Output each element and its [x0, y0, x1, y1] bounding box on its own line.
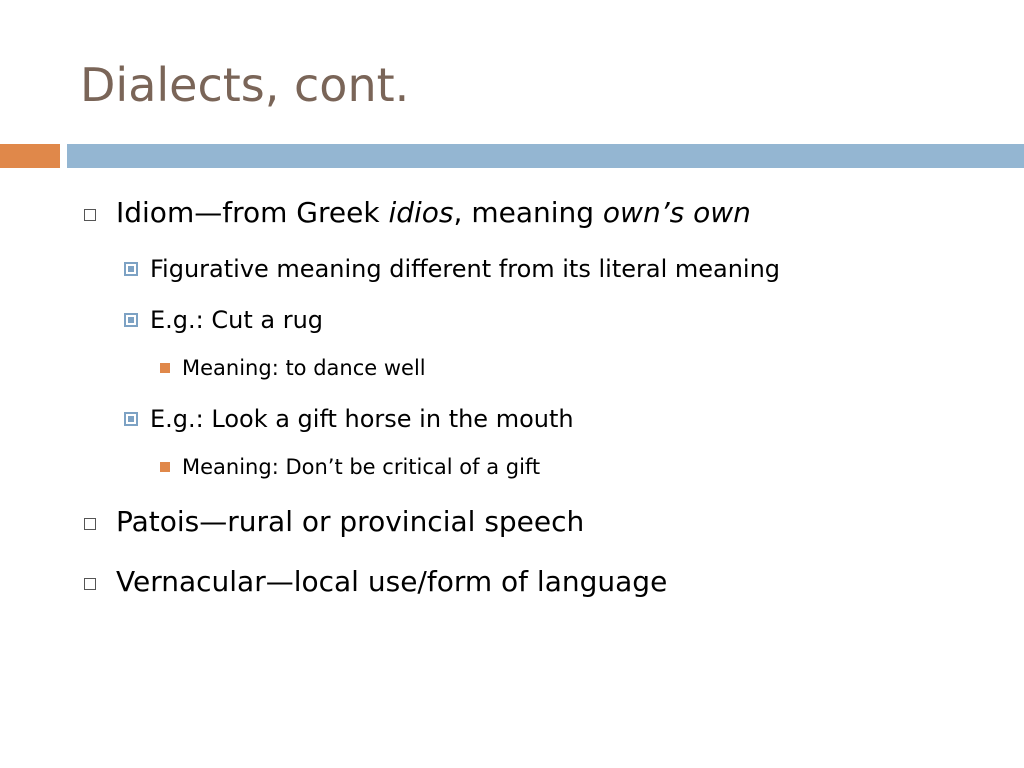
idiom-text-middle: , meaning: [453, 196, 603, 229]
bullet-eg-cut-rug: E.g.: Cut a rug: [150, 306, 324, 334]
idiom-term-idios: idios: [388, 196, 454, 229]
bullet-idiom: [116, 193, 751, 233]
orange-square-bullet-icon: [160, 363, 170, 373]
slide-title: Dialects, cont.: [80, 58, 410, 112]
blue-square-bullet-icon: [124, 262, 138, 276]
orange-square-bullet-icon: [160, 462, 170, 472]
bullet-figurative: Figurative meaning different from its literal meaning: [150, 255, 781, 283]
outline-square-bullet-icon: [84, 518, 96, 530]
bullet-patois: Patois—rural or provincial speech: [116, 505, 585, 538]
blue-square-bullet-icon: [124, 412, 138, 426]
bullet-vernacular: Vernacular—local use/form of language: [116, 565, 668, 598]
bullet-meaning-dance: Meaning: to dance well: [182, 356, 426, 380]
bullet-meaning-gift: Meaning: Don’t be critical of a gift: [182, 455, 541, 479]
bullet-eg-gift-horse: E.g.: Look a gift horse in the mouth: [150, 405, 574, 433]
idiom-meaning-italic: own’s own: [602, 196, 751, 229]
idiom-text-prefix: Idiom—from Greek: [116, 196, 389, 229]
blue-square-bullet-icon: [124, 313, 138, 327]
outline-square-bullet-icon: [84, 209, 96, 221]
outline-square-bullet-icon: [84, 578, 96, 590]
